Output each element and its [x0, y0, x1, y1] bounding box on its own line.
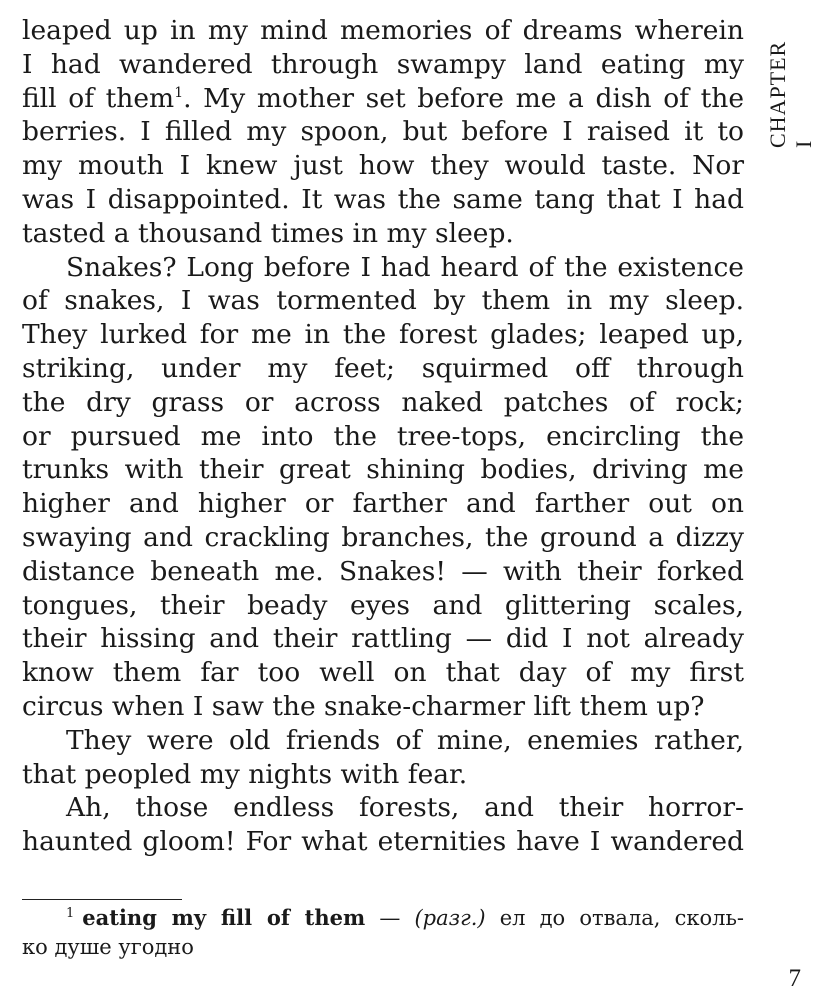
footnote-line: ко душе угодно	[22, 935, 194, 959]
footnote-term: eating my fill of them	[82, 905, 366, 930]
footnote-reference: 1	[174, 84, 184, 101]
text-line: swaying and crackling branches, the ground a dizzy	[22, 521, 744, 553]
text-line: tongues, their beady eyes and glittering scales,	[22, 589, 744, 621]
text-fragment: . My mother set before me a dish of the	[183, 82, 745, 114]
footnote-divider	[22, 899, 182, 900]
text-line: leaped up in my mind memories of dreams wherein	[22, 15, 744, 46]
text-line: striking, under my feet; squirmed off through	[22, 352, 744, 384]
footnote	[22, 903, 744, 962]
footnote-translation: ел до отвала, сколь-	[499, 906, 744, 930]
text-line: was I disappointed. It was the same tang that I had	[22, 183, 744, 215]
text-line: circus when I saw the snake-charmer lift them up?	[22, 690, 705, 722]
text-line: berries. I filled my spoon, but before I raised it to	[22, 116, 744, 148]
paragraph-start-line: Snakes? Long before I had heard of the existence	[66, 251, 744, 283]
text-line-with-footnote	[22, 82, 744, 116]
text-line: my mouth I knew just how they would taste. Nor	[22, 150, 744, 182]
text-fragment: fill of them	[22, 82, 175, 114]
text-line: that peopled my nights with fear.	[22, 758, 468, 790]
text-line: their hissing and their rattling — did I not already	[22, 623, 744, 655]
text-line: know them far too well on that day of my first	[22, 657, 744, 689]
text-line: I had wandered through swampy land eating my	[22, 48, 744, 80]
text-line: or pursued me into the tree-tops, encircling the	[22, 420, 744, 452]
page-number: 7	[788, 965, 801, 992]
paragraph-start-line: They were old friends of mine, enemies rather,	[66, 724, 744, 756]
footnote-usage-note: (разг.)	[414, 906, 486, 930]
text-line: higher and higher or farther and farther out on	[22, 488, 744, 520]
text-line: They lurked for me in the forest glades; leaped up,	[22, 319, 744, 351]
text-line: tasted a thousand times in my sleep.	[22, 217, 514, 249]
text-line: haunted gloom! For what eternities have I wandered	[22, 826, 744, 858]
text-line: distance beneath me. Snakes! — with their forked	[22, 555, 744, 587]
body-text	[22, 14, 744, 859]
footnote-line	[22, 903, 744, 933]
text-line: the dry grass or across naked patches of rock;	[22, 386, 744, 418]
running-head: CHAPTER I	[765, 40, 816, 148]
paragraph-start-line: Ah, those endless forests, and their horror-	[66, 792, 744, 824]
text-line: trunks with their great shining bodies, driving me	[22, 454, 744, 486]
footnote-dash: —	[379, 906, 401, 930]
text-line: of snakes, I was tormented by them in my sleep.	[22, 285, 744, 317]
footnote-marker: 1	[66, 906, 75, 921]
